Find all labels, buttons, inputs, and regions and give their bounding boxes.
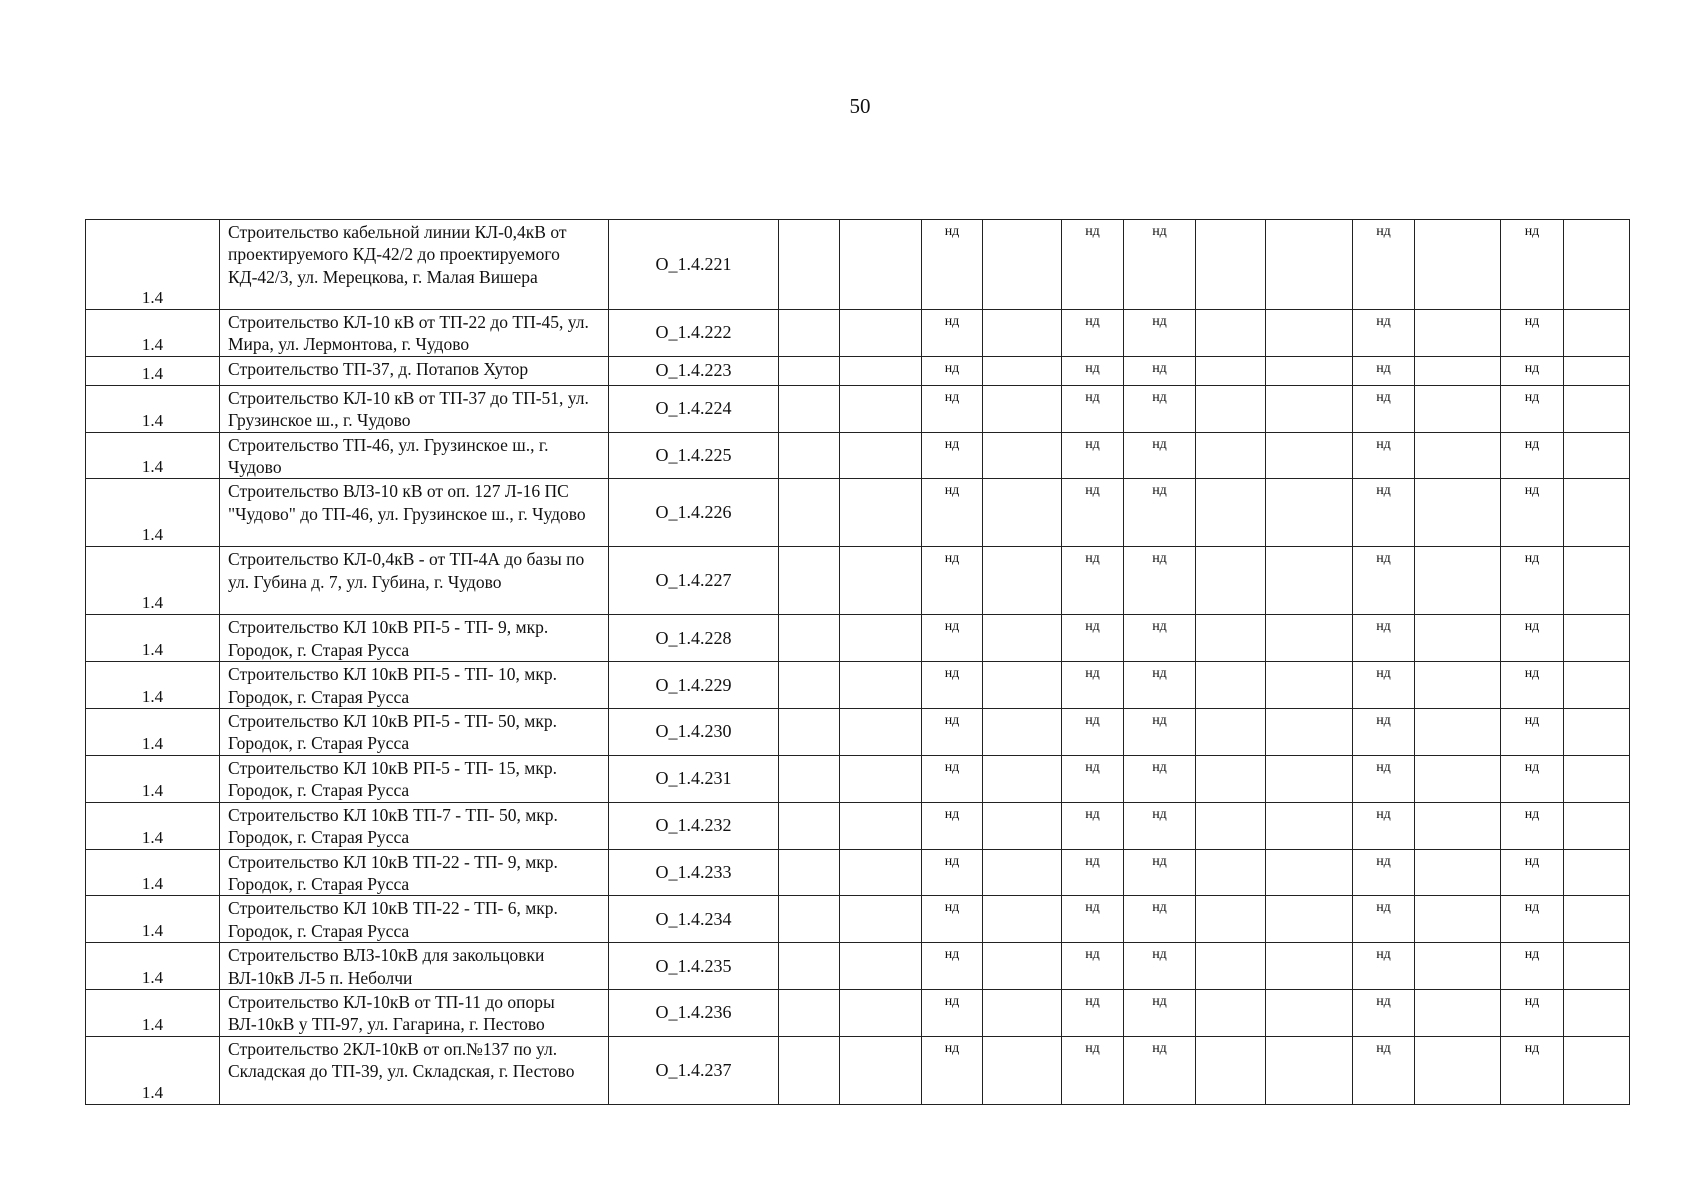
- no-data-cell: нд: [1353, 479, 1415, 547]
- description-cell: Строительство КЛ-10 кВ от ТП-22 до ТП-45, ул. Мира, ул. Лермонтова, г. Чудово: [220, 310, 609, 357]
- empty-cell: [1415, 547, 1501, 615]
- empty-cell: [840, 662, 922, 709]
- section-cell: 1.4: [86, 356, 220, 385]
- empty-cell: [983, 1036, 1062, 1104]
- no-data-cell: нд: [1501, 755, 1564, 802]
- empty-cell: [1196, 943, 1266, 990]
- empty-cell: [1196, 479, 1266, 547]
- no-data-cell: нд: [1124, 220, 1196, 310]
- no-data-cell: нд: [1353, 755, 1415, 802]
- project-code-cell: О_1.4.227: [609, 547, 779, 615]
- empty-cell: [1196, 989, 1266, 1036]
- no-data-cell: нд: [1501, 849, 1564, 896]
- description-cell: Строительство КЛ 10кВ РП-5 - ТП- 9, мкр. Городок, г. Старая Русса: [220, 615, 609, 662]
- no-data-cell: нд: [1501, 943, 1564, 990]
- empty-cell: [983, 802, 1062, 849]
- empty-cell: [1415, 989, 1501, 1036]
- no-data-cell: нд: [922, 896, 983, 943]
- project-code-cell: О_1.4.231: [609, 755, 779, 802]
- empty-cell: [983, 662, 1062, 709]
- empty-cell: [1266, 849, 1353, 896]
- project-code-cell: О_1.4.224: [609, 385, 779, 432]
- no-data-cell: нд: [922, 662, 983, 709]
- no-data-cell: нд: [1501, 310, 1564, 357]
- description-cell: Строительство 2КЛ-10кВ от оп.№137 по ул. Складская до ТП-39, ул. Складская, г. Пестово: [220, 1036, 609, 1104]
- project-code-cell: О_1.4.229: [609, 662, 779, 709]
- no-data-cell: нд: [922, 220, 983, 310]
- empty-cell: [779, 385, 840, 432]
- table-row: [86, 385, 1630, 432]
- no-data-cell: нд: [1062, 479, 1124, 547]
- no-data-cell: нд: [1062, 310, 1124, 357]
- table-row: [86, 615, 1630, 662]
- no-data-cell: нд: [1062, 615, 1124, 662]
- section-cell: 1.4: [86, 547, 220, 615]
- no-data-cell: нд: [1353, 709, 1415, 756]
- empty-cell: [779, 709, 840, 756]
- table-row: [86, 802, 1630, 849]
- section-cell: 1.4: [86, 385, 220, 432]
- no-data-cell: нд: [1501, 802, 1564, 849]
- no-data-cell: нд: [1124, 989, 1196, 1036]
- empty-cell: [1266, 547, 1353, 615]
- empty-cell: [779, 547, 840, 615]
- section-cell: 1.4: [86, 989, 220, 1036]
- no-data-cell: нд: [1124, 709, 1196, 756]
- no-data-cell: нд: [1501, 432, 1564, 479]
- no-data-cell: нд: [922, 802, 983, 849]
- empty-cell: [779, 849, 840, 896]
- no-data-cell: нд: [1124, 849, 1196, 896]
- table-body: [86, 220, 1630, 1105]
- no-data-cell: нд: [922, 989, 983, 1036]
- empty-cell: [1196, 547, 1266, 615]
- no-data-cell: нд: [1353, 802, 1415, 849]
- no-data-cell: нд: [1062, 755, 1124, 802]
- description-cell: Строительство КЛ-10кВ от ТП-11 до опоры ВЛ-10кВ у ТП-97, ул. Гагарина, г. Пестово: [220, 989, 609, 1036]
- empty-cell: [1266, 356, 1353, 385]
- no-data-cell: нд: [1124, 1036, 1196, 1104]
- project-code-cell: О_1.4.234: [609, 896, 779, 943]
- no-data-cell: нд: [1124, 896, 1196, 943]
- section-cell: 1.4: [86, 802, 220, 849]
- no-data-cell: нд: [1124, 943, 1196, 990]
- no-data-cell: нд: [1124, 385, 1196, 432]
- description-cell: Строительство ВЛЗ-10 кВ от оп. 127 Л-16 ПС "Чудово" до ТП-46, ул. Грузинское ш., г. Чудово: [220, 479, 609, 547]
- no-data-cell: нд: [922, 356, 983, 385]
- empty-cell: [1415, 356, 1501, 385]
- description-cell: Строительство ТП-46, ул. Грузинское ш., г. Чудово: [220, 432, 609, 479]
- empty-cell: [1415, 802, 1501, 849]
- empty-cell: [779, 220, 840, 310]
- empty-cell: [779, 662, 840, 709]
- no-data-cell: нд: [1353, 989, 1415, 1036]
- no-data-cell: нд: [922, 310, 983, 357]
- table-row: [86, 310, 1630, 357]
- no-data-cell: нд: [922, 755, 983, 802]
- empty-cell: [1196, 662, 1266, 709]
- no-data-cell: нд: [1062, 989, 1124, 1036]
- no-data-cell: нд: [1062, 662, 1124, 709]
- no-data-cell: нд: [922, 479, 983, 547]
- empty-cell: [1196, 615, 1266, 662]
- empty-cell: [983, 615, 1062, 662]
- empty-cell: [1564, 432, 1630, 479]
- project-code-cell: О_1.4.225: [609, 432, 779, 479]
- no-data-cell: нд: [1062, 849, 1124, 896]
- no-data-cell: нд: [1062, 547, 1124, 615]
- empty-cell: [1196, 709, 1266, 756]
- empty-cell: [1415, 615, 1501, 662]
- no-data-cell: нд: [1124, 432, 1196, 479]
- investment-projects-table: [85, 219, 1630, 1105]
- empty-cell: [779, 755, 840, 802]
- section-cell: 1.4: [86, 943, 220, 990]
- no-data-cell: нд: [1353, 615, 1415, 662]
- no-data-cell: нд: [1501, 220, 1564, 310]
- no-data-cell: нд: [922, 547, 983, 615]
- no-data-cell: нд: [1062, 709, 1124, 756]
- empty-cell: [1266, 310, 1353, 357]
- empty-cell: [840, 1036, 922, 1104]
- empty-cell: [983, 943, 1062, 990]
- no-data-cell: нд: [1353, 849, 1415, 896]
- empty-cell: [840, 479, 922, 547]
- no-data-cell: нд: [1501, 615, 1564, 662]
- empty-cell: [1266, 896, 1353, 943]
- table-row: [86, 989, 1630, 1036]
- table-row: [86, 220, 1630, 310]
- project-code-cell: О_1.4.233: [609, 849, 779, 896]
- description-cell: Строительство КЛ 10кВ ТП-7 - ТП- 50, мкр. Городок, г. Старая Русса: [220, 802, 609, 849]
- description-cell: Строительство КЛ 10кВ РП-5 - ТП- 15, мкр. Городок, г. Старая Русса: [220, 755, 609, 802]
- no-data-cell: нд: [1062, 432, 1124, 479]
- section-cell: 1.4: [86, 432, 220, 479]
- no-data-cell: нд: [1062, 896, 1124, 943]
- no-data-cell: нд: [922, 849, 983, 896]
- empty-cell: [840, 432, 922, 479]
- empty-cell: [1196, 220, 1266, 310]
- empty-cell: [1196, 356, 1266, 385]
- no-data-cell: нд: [922, 432, 983, 479]
- empty-cell: [1415, 662, 1501, 709]
- empty-cell: [1564, 943, 1630, 990]
- empty-cell: [1266, 709, 1353, 756]
- no-data-cell: нд: [1124, 479, 1196, 547]
- empty-cell: [983, 310, 1062, 357]
- table-row: [86, 709, 1630, 756]
- no-data-cell: нд: [922, 709, 983, 756]
- no-data-cell: нд: [1062, 356, 1124, 385]
- empty-cell: [779, 802, 840, 849]
- no-data-cell: нд: [1501, 896, 1564, 943]
- empty-cell: [779, 896, 840, 943]
- empty-cell: [1415, 849, 1501, 896]
- empty-cell: [1564, 755, 1630, 802]
- section-cell: 1.4: [86, 849, 220, 896]
- description-cell: Строительство КЛ-10 кВ от ТП-37 до ТП-51, ул. Грузинское ш., г. Чудово: [220, 385, 609, 432]
- empty-cell: [1196, 755, 1266, 802]
- description-cell: Строительство КЛ-0,4кВ - от ТП-4А до базы по ул. Губина д. 7, ул. Губина, г. Чудово: [220, 547, 609, 615]
- empty-cell: [983, 709, 1062, 756]
- no-data-cell: нд: [1501, 547, 1564, 615]
- empty-cell: [840, 849, 922, 896]
- description-cell: Строительство КЛ 10кВ ТП-22 - ТП- 6, мкр. Городок, г. Старая Русса: [220, 896, 609, 943]
- empty-cell: [840, 356, 922, 385]
- project-code-cell: О_1.4.226: [609, 479, 779, 547]
- empty-cell: [779, 432, 840, 479]
- description-cell: Строительство КЛ 10кВ ТП-22 - ТП- 9, мкр. Городок, г. Старая Русса: [220, 849, 609, 896]
- section-cell: 1.4: [86, 220, 220, 310]
- project-code-cell: О_1.4.221: [609, 220, 779, 310]
- empty-cell: [840, 615, 922, 662]
- empty-cell: [1196, 896, 1266, 943]
- table-row: [86, 755, 1630, 802]
- empty-cell: [1415, 1036, 1501, 1104]
- empty-cell: [983, 432, 1062, 479]
- no-data-cell: нд: [1353, 356, 1415, 385]
- section-cell: 1.4: [86, 755, 220, 802]
- empty-cell: [840, 896, 922, 943]
- empty-cell: [1266, 220, 1353, 310]
- no-data-cell: нд: [1353, 310, 1415, 357]
- empty-cell: [1415, 709, 1501, 756]
- no-data-cell: нд: [1501, 479, 1564, 547]
- no-data-cell: нд: [1501, 385, 1564, 432]
- section-cell: 1.4: [86, 310, 220, 357]
- empty-cell: [1415, 310, 1501, 357]
- no-data-cell: нд: [1062, 385, 1124, 432]
- empty-cell: [1415, 479, 1501, 547]
- empty-cell: [1564, 310, 1630, 357]
- table-row: [86, 1036, 1630, 1104]
- empty-cell: [779, 310, 840, 357]
- no-data-cell: нд: [1353, 1036, 1415, 1104]
- empty-cell: [779, 943, 840, 990]
- project-code-cell: О_1.4.228: [609, 615, 779, 662]
- no-data-cell: нд: [1353, 896, 1415, 943]
- no-data-cell: нд: [1353, 432, 1415, 479]
- empty-cell: [1415, 220, 1501, 310]
- empty-cell: [840, 310, 922, 357]
- table-row: [86, 943, 1630, 990]
- no-data-cell: нд: [1353, 220, 1415, 310]
- no-data-cell: нд: [1124, 310, 1196, 357]
- table-row: [86, 479, 1630, 547]
- section-cell: 1.4: [86, 896, 220, 943]
- project-code-cell: О_1.4.230: [609, 709, 779, 756]
- no-data-cell: нд: [1062, 943, 1124, 990]
- project-code-cell: О_1.4.237: [609, 1036, 779, 1104]
- page-number: 50: [849, 94, 871, 118]
- empty-cell: [1564, 479, 1630, 547]
- empty-cell: [1564, 547, 1630, 615]
- empty-cell: [1196, 385, 1266, 432]
- section-cell: 1.4: [86, 662, 220, 709]
- project-code-cell: О_1.4.223: [609, 356, 779, 385]
- no-data-cell: нд: [1501, 662, 1564, 709]
- empty-cell: [840, 989, 922, 1036]
- empty-cell: [1564, 989, 1630, 1036]
- empty-cell: [1564, 615, 1630, 662]
- table-row: [86, 849, 1630, 896]
- no-data-cell: нд: [1501, 1036, 1564, 1104]
- no-data-cell: нд: [1501, 709, 1564, 756]
- empty-cell: [1564, 385, 1630, 432]
- description-cell: Строительство ТП-37, д. Потапов Хутор: [220, 356, 609, 385]
- empty-cell: [1266, 479, 1353, 547]
- empty-cell: [983, 356, 1062, 385]
- empty-cell: [1415, 385, 1501, 432]
- no-data-cell: нд: [1062, 1036, 1124, 1104]
- empty-cell: [1564, 709, 1630, 756]
- description-cell: Строительство кабельной линии КЛ-0,4кВ от проектируемого КД-42/2 до проектируемого КД-42/3, ул. Мерецкова, г. Малая Вишера: [220, 220, 609, 310]
- empty-cell: [983, 755, 1062, 802]
- empty-cell: [779, 479, 840, 547]
- project-code-cell: О_1.4.236: [609, 989, 779, 1036]
- empty-cell: [983, 479, 1062, 547]
- empty-cell: [840, 802, 922, 849]
- no-data-cell: нд: [1353, 662, 1415, 709]
- empty-cell: [1564, 356, 1630, 385]
- no-data-cell: нд: [922, 615, 983, 662]
- empty-cell: [1196, 849, 1266, 896]
- empty-cell: [1415, 943, 1501, 990]
- empty-cell: [983, 220, 1062, 310]
- empty-cell: [1196, 432, 1266, 479]
- empty-cell: [1266, 989, 1353, 1036]
- project-code-cell: О_1.4.232: [609, 802, 779, 849]
- empty-cell: [983, 896, 1062, 943]
- no-data-cell: нд: [922, 943, 983, 990]
- empty-cell: [840, 220, 922, 310]
- no-data-cell: нд: [1124, 547, 1196, 615]
- description-cell: Строительство КЛ 10кВ РП-5 - ТП- 10, мкр. Городок, г. Старая Русса: [220, 662, 609, 709]
- section-cell: 1.4: [86, 1036, 220, 1104]
- empty-cell: [1196, 310, 1266, 357]
- empty-cell: [983, 849, 1062, 896]
- empty-cell: [1196, 802, 1266, 849]
- empty-cell: [840, 709, 922, 756]
- empty-cell: [1266, 943, 1353, 990]
- empty-cell: [1415, 755, 1501, 802]
- empty-cell: [1196, 1036, 1266, 1104]
- table-row: [86, 547, 1630, 615]
- section-cell: 1.4: [86, 479, 220, 547]
- empty-cell: [983, 989, 1062, 1036]
- no-data-cell: нд: [1062, 802, 1124, 849]
- empty-cell: [779, 615, 840, 662]
- empty-cell: [1266, 755, 1353, 802]
- empty-cell: [779, 356, 840, 385]
- no-data-cell: нд: [922, 385, 983, 432]
- empty-cell: [840, 943, 922, 990]
- empty-cell: [779, 1036, 840, 1104]
- empty-cell: [983, 547, 1062, 615]
- empty-cell: [1564, 849, 1630, 896]
- no-data-cell: нд: [1124, 615, 1196, 662]
- no-data-cell: нд: [1124, 755, 1196, 802]
- section-cell: 1.4: [86, 615, 220, 662]
- empty-cell: [1564, 896, 1630, 943]
- table-row: [86, 356, 1630, 385]
- no-data-cell: нд: [1501, 989, 1564, 1036]
- empty-cell: [983, 385, 1062, 432]
- empty-cell: [1266, 802, 1353, 849]
- empty-cell: [1564, 1036, 1630, 1104]
- project-code-cell: О_1.4.222: [609, 310, 779, 357]
- no-data-cell: нд: [1501, 356, 1564, 385]
- table-row: [86, 432, 1630, 479]
- empty-cell: [1266, 1036, 1353, 1104]
- empty-cell: [1266, 662, 1353, 709]
- table-row: [86, 662, 1630, 709]
- description-cell: Строительство КЛ 10кВ РП-5 - ТП- 50, мкр. Городок, г. Старая Русса: [220, 709, 609, 756]
- no-data-cell: нд: [1124, 356, 1196, 385]
- project-code-cell: О_1.4.235: [609, 943, 779, 990]
- empty-cell: [1266, 432, 1353, 479]
- empty-cell: [840, 385, 922, 432]
- empty-cell: [1415, 896, 1501, 943]
- no-data-cell: нд: [1353, 547, 1415, 615]
- empty-cell: [1564, 802, 1630, 849]
- table-row: [86, 896, 1630, 943]
- description-cell: Строительство ВЛЗ-10кВ для закольцовки ВЛ-10кВ Л-5 п. Неболчи: [220, 943, 609, 990]
- empty-cell: [1266, 615, 1353, 662]
- empty-cell: [1266, 385, 1353, 432]
- no-data-cell: нд: [922, 1036, 983, 1104]
- no-data-cell: нд: [1353, 385, 1415, 432]
- no-data-cell: нд: [1353, 943, 1415, 990]
- empty-cell: [840, 547, 922, 615]
- section-cell: 1.4: [86, 709, 220, 756]
- no-data-cell: нд: [1062, 220, 1124, 310]
- no-data-cell: нд: [1124, 802, 1196, 849]
- empty-cell: [1415, 432, 1501, 479]
- empty-cell: [779, 989, 840, 1036]
- empty-cell: [1564, 220, 1630, 310]
- empty-cell: [1564, 662, 1630, 709]
- no-data-cell: нд: [1124, 662, 1196, 709]
- empty-cell: [840, 755, 922, 802]
